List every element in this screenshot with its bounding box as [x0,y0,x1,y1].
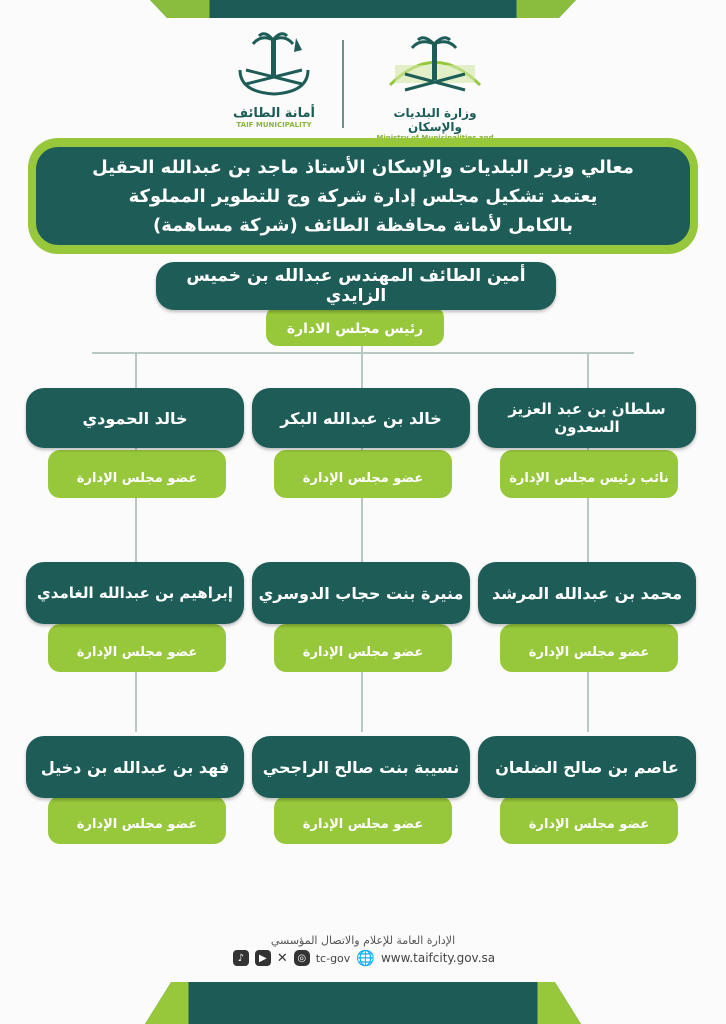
globe-icon: 🌐 [356,949,375,967]
member-role: عضو مجلس الإدارة [274,624,452,672]
palm-swords-emblem-icon [370,30,500,100]
taif-logo [226,30,322,130]
connector-horizontal [92,352,634,354]
member-role: عضو مجلس الإدارة [48,450,226,498]
ministry-name: وزارة البلديات والإسكان [393,106,477,134]
member-role: عضو مجلس الإدارة [500,624,678,672]
member-name: إبراهيم بن عبدالله الغامدي [26,562,244,624]
tiktok-icon[interactable]: ♪ [233,950,249,966]
taif-name: أمانة الطائف [233,106,315,121]
member-name: خالد بن عبدالله البكر [252,388,470,448]
header-line-1: معالي وزير البلديات والإسكان الأستاذ ماجد بن عبدالله الحقيل [92,156,634,178]
top-decor-accent [150,0,576,18]
member-role: عضو مجلس الإدارة [48,624,226,672]
instagram-icon[interactable]: ◎ [294,950,310,966]
member-name: خالد الحمودي [26,388,244,448]
member-role: عضو مجلس الإدارة [48,796,226,844]
header-line-2: يعتمد تشكيل مجلس إدارة شركة وج للتطوير المملوكة [128,185,598,207]
member-role: عضو مجلس الإدارة [500,796,678,844]
member-role: نائب رئيس مجلس الإدارة [500,450,678,498]
website-link[interactable]: www.taifcity.gov.sa [380,951,496,965]
member-name: سلطان بن عبد العزيز السعدون [478,388,696,448]
chairman-role: رئيس مجلس الادارة [266,306,444,346]
member-name: نسيبة بنت صالح الراجحي [252,736,470,798]
header-line-3: بالكامل لأمانة محافظة الطائف (شركة مساهمة) [153,214,573,236]
x-icon[interactable]: ✕ [276,950,288,966]
youtube-icon[interactable]: ▶ [255,950,271,966]
taif-emblem-icon [226,30,322,100]
taif-name-en: TAIF MUNICIPALITY [236,121,312,129]
bottom-decor-accent [145,982,581,1024]
member-role: عضو مجلس الإدارة [274,450,452,498]
member-name: فهد بن عبدالله بن دخيل [26,736,244,798]
announcement-header [36,147,690,245]
member-name: محمد بن عبدالله المرشد [478,562,696,624]
social-handle[interactable]: tc-gov [315,951,351,965]
member-role: عضو مجلس الإدارة [274,796,452,844]
ministry-logo [370,30,500,134]
footer-department: الإدارة العامة للإعلام والاتصال المؤسسي [270,934,456,947]
member-name: منيرة بنت حجاب الدوسري [252,562,470,624]
member-name: عاصم بن صالح الضلعان [478,736,696,798]
logo-divider [342,40,344,128]
chairman-name: أمين الطائف المهندس عبدالله بن خميس الزايدي [156,262,556,310]
footer-contact [204,948,524,968]
